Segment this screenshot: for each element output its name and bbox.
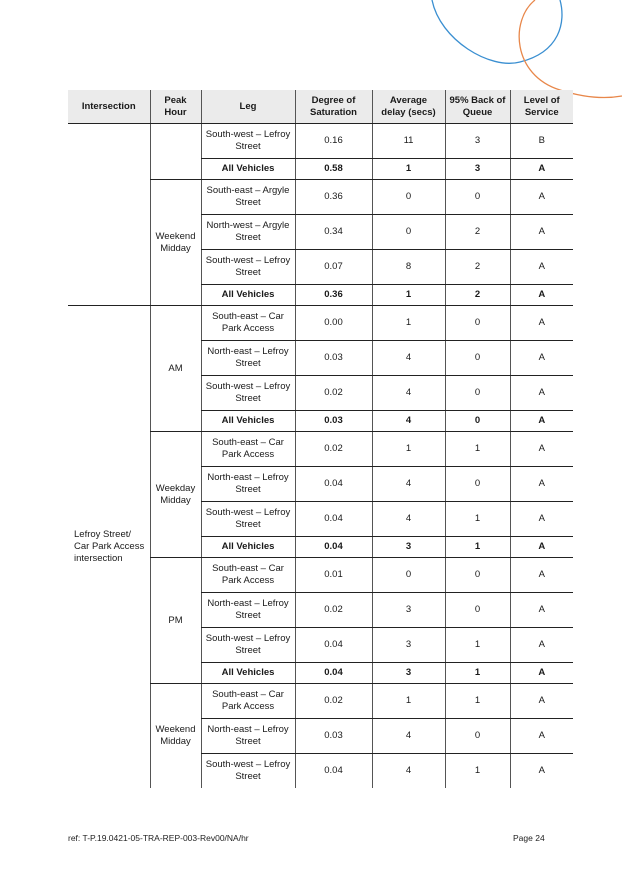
level-of-service-cell: A	[510, 719, 573, 754]
leg-cell: South-west – Lefroy Street	[201, 502, 295, 537]
average-delay-cell: 3	[372, 628, 445, 663]
back-of-queue-cell: 1	[445, 537, 510, 558]
degree-of-saturation-cell: 0.36	[295, 180, 372, 215]
level-of-service-cell: A	[510, 558, 573, 593]
degree-of-saturation-cell: 0.34	[295, 215, 372, 250]
average-delay-cell: 3	[372, 593, 445, 628]
level-of-service-cell: A	[510, 432, 573, 467]
back-of-queue-cell: 0	[445, 467, 510, 502]
leg-cell: South-west – Lefroy Street	[201, 628, 295, 663]
degree-of-saturation-cell: 0.03	[295, 341, 372, 376]
level-of-service-cell: A	[510, 684, 573, 719]
peak-hour-cell: AM	[150, 306, 201, 432]
header-average-delay: Average delay (secs)	[372, 90, 445, 124]
leg-cell: North-east – Lefroy Street	[201, 341, 295, 376]
level-of-service-cell: A	[510, 376, 573, 411]
average-delay-cell: 4	[372, 341, 445, 376]
average-delay-cell: 0	[372, 215, 445, 250]
average-delay-cell: 1	[372, 285, 445, 306]
intersection-performance-table	[68, 90, 573, 788]
peak-hour-cell: Weekday Midday	[150, 432, 201, 558]
average-delay-cell: 4	[372, 411, 445, 432]
peak-hour-cell: PM	[150, 558, 201, 684]
level-of-service-cell: A	[510, 593, 573, 628]
average-delay-cell: 3	[372, 663, 445, 684]
average-delay-cell: 1	[372, 159, 445, 180]
average-delay-cell: 4	[372, 719, 445, 754]
degree-of-saturation-cell: 0.04	[295, 537, 372, 558]
level-of-service-cell: A	[510, 537, 573, 558]
header-back-of-queue: 95% Back of Queue	[445, 90, 510, 124]
degree-of-saturation-cell: 0.04	[295, 628, 372, 663]
average-delay-cell: 4	[372, 467, 445, 502]
back-of-queue-cell: 1	[445, 628, 510, 663]
average-delay-cell: 1	[372, 306, 445, 341]
level-of-service-cell: A	[510, 215, 573, 250]
leg-cell: South-east – Argyle Street	[201, 180, 295, 215]
average-delay-cell: 0	[372, 558, 445, 593]
average-delay-cell: 0	[372, 180, 445, 215]
back-of-queue-cell: 0	[445, 719, 510, 754]
leg-cell: South-east – Car Park Access	[201, 558, 295, 593]
degree-of-saturation-cell: 0.04	[295, 754, 372, 789]
back-of-queue-cell: 0	[445, 306, 510, 341]
level-of-service-cell: A	[510, 285, 573, 306]
back-of-queue-cell: 1	[445, 754, 510, 789]
back-of-queue-cell: 1	[445, 684, 510, 719]
back-of-queue-cell: 1	[445, 432, 510, 467]
back-of-queue-cell: 3	[445, 124, 510, 159]
leg-cell: South-west – Lefroy Street	[201, 376, 295, 411]
back-of-queue-cell: 0	[445, 180, 510, 215]
back-of-queue-cell: 0	[445, 558, 510, 593]
degree-of-saturation-cell: 0.02	[295, 432, 372, 467]
degree-of-saturation-cell: 0.58	[295, 159, 372, 180]
leg-cell: South-west – Lefroy Street	[201, 250, 295, 285]
back-of-queue-cell: 1	[445, 663, 510, 684]
footer-page-number: Page 24	[513, 833, 545, 843]
level-of-service-cell: A	[510, 180, 573, 215]
leg-cell: North-east – Lefroy Street	[201, 719, 295, 754]
header-intersection: Intersection	[68, 90, 150, 124]
average-delay-cell: 3	[372, 537, 445, 558]
degree-of-saturation-cell: 0.03	[295, 411, 372, 432]
leg-cell: All Vehicles	[201, 285, 295, 306]
degree-of-saturation-cell: 0.16	[295, 124, 372, 159]
orange-arc	[519, 0, 622, 98]
level-of-service-cell: A	[510, 411, 573, 432]
leg-cell: South-west – Lefroy Street	[201, 124, 295, 159]
average-delay-cell: 4	[372, 754, 445, 789]
average-delay-cell: 1	[372, 432, 445, 467]
average-delay-cell: 4	[372, 502, 445, 537]
average-delay-cell: 4	[372, 376, 445, 411]
table-row	[68, 124, 573, 159]
leg-cell: South-west – Lefroy Street	[201, 754, 295, 789]
average-delay-cell: 8	[372, 250, 445, 285]
leg-cell: North-east – Lefroy Street	[201, 593, 295, 628]
back-of-queue-cell: 0	[445, 376, 510, 411]
back-of-queue-cell: 3	[445, 159, 510, 180]
degree-of-saturation-cell: 0.02	[295, 684, 372, 719]
peak-hour-cell	[150, 124, 201, 180]
back-of-queue-cell: 2	[445, 285, 510, 306]
average-delay-cell: 1	[372, 684, 445, 719]
table-header-row	[68, 90, 573, 124]
back-of-queue-cell: 0	[445, 593, 510, 628]
leg-cell: All Vehicles	[201, 411, 295, 432]
back-of-queue-cell: 2	[445, 250, 510, 285]
level-of-service-cell: A	[510, 306, 573, 341]
level-of-service-cell: A	[510, 159, 573, 180]
degree-of-saturation-cell: 0.03	[295, 719, 372, 754]
level-of-service-cell: A	[510, 250, 573, 285]
leg-cell: All Vehicles	[201, 159, 295, 180]
back-of-queue-cell: 0	[445, 341, 510, 376]
back-of-queue-cell: 2	[445, 215, 510, 250]
leg-cell: South-east – Car Park Access	[201, 306, 295, 341]
degree-of-saturation-cell: 0.36	[295, 285, 372, 306]
intersection-name-cell	[68, 124, 150, 306]
degree-of-saturation-cell: 0.02	[295, 593, 372, 628]
peak-hour-cell: Weekend Midday	[150, 684, 201, 789]
leg-cell: All Vehicles	[201, 663, 295, 684]
degree-of-saturation-cell: 0.07	[295, 250, 372, 285]
back-of-queue-cell: 1	[445, 502, 510, 537]
back-of-queue-cell: 0	[445, 411, 510, 432]
level-of-service-cell: A	[510, 663, 573, 684]
leg-cell: South-east – Car Park Access	[201, 684, 295, 719]
average-delay-cell: 11	[372, 124, 445, 159]
degree-of-saturation-cell: 0.02	[295, 376, 372, 411]
degree-of-saturation-cell: 0.04	[295, 663, 372, 684]
leg-cell: All Vehicles	[201, 537, 295, 558]
level-of-service-cell: A	[510, 754, 573, 789]
leg-cell: North-west – Argyle Street	[201, 215, 295, 250]
header-leg: Leg	[201, 90, 295, 124]
degree-of-saturation-cell: 0.01	[295, 558, 372, 593]
header-level-of-service: Level of Service	[510, 90, 573, 124]
level-of-service-cell: A	[510, 628, 573, 663]
degree-of-saturation-cell: 0.04	[295, 467, 372, 502]
level-of-service-cell: A	[510, 341, 573, 376]
degree-of-saturation-cell: 0.04	[295, 502, 372, 537]
header-peak-hour: Peak Hour	[150, 90, 201, 124]
leg-cell: South-east – Car Park Access	[201, 432, 295, 467]
leg-cell: North-east – Lefroy Street	[201, 467, 295, 502]
peak-hour-cell: Weekend Midday	[150, 180, 201, 306]
header-degree-of-saturation: Degree of Saturation	[295, 90, 372, 124]
intersection-name-cell: Lefroy Street/ Car Park Access intersection	[74, 529, 145, 564]
blue-arc	[432, 0, 562, 63]
level-of-service-cell: B	[510, 124, 573, 159]
level-of-service-cell: A	[510, 502, 573, 537]
footer-reference: ref: T-P.19.0421-05-TRA-REP-003-Rev00/NA/hr	[68, 833, 249, 843]
level-of-service-cell: A	[510, 467, 573, 502]
table-row	[68, 306, 573, 341]
degree-of-saturation-cell: 0.00	[295, 306, 372, 341]
